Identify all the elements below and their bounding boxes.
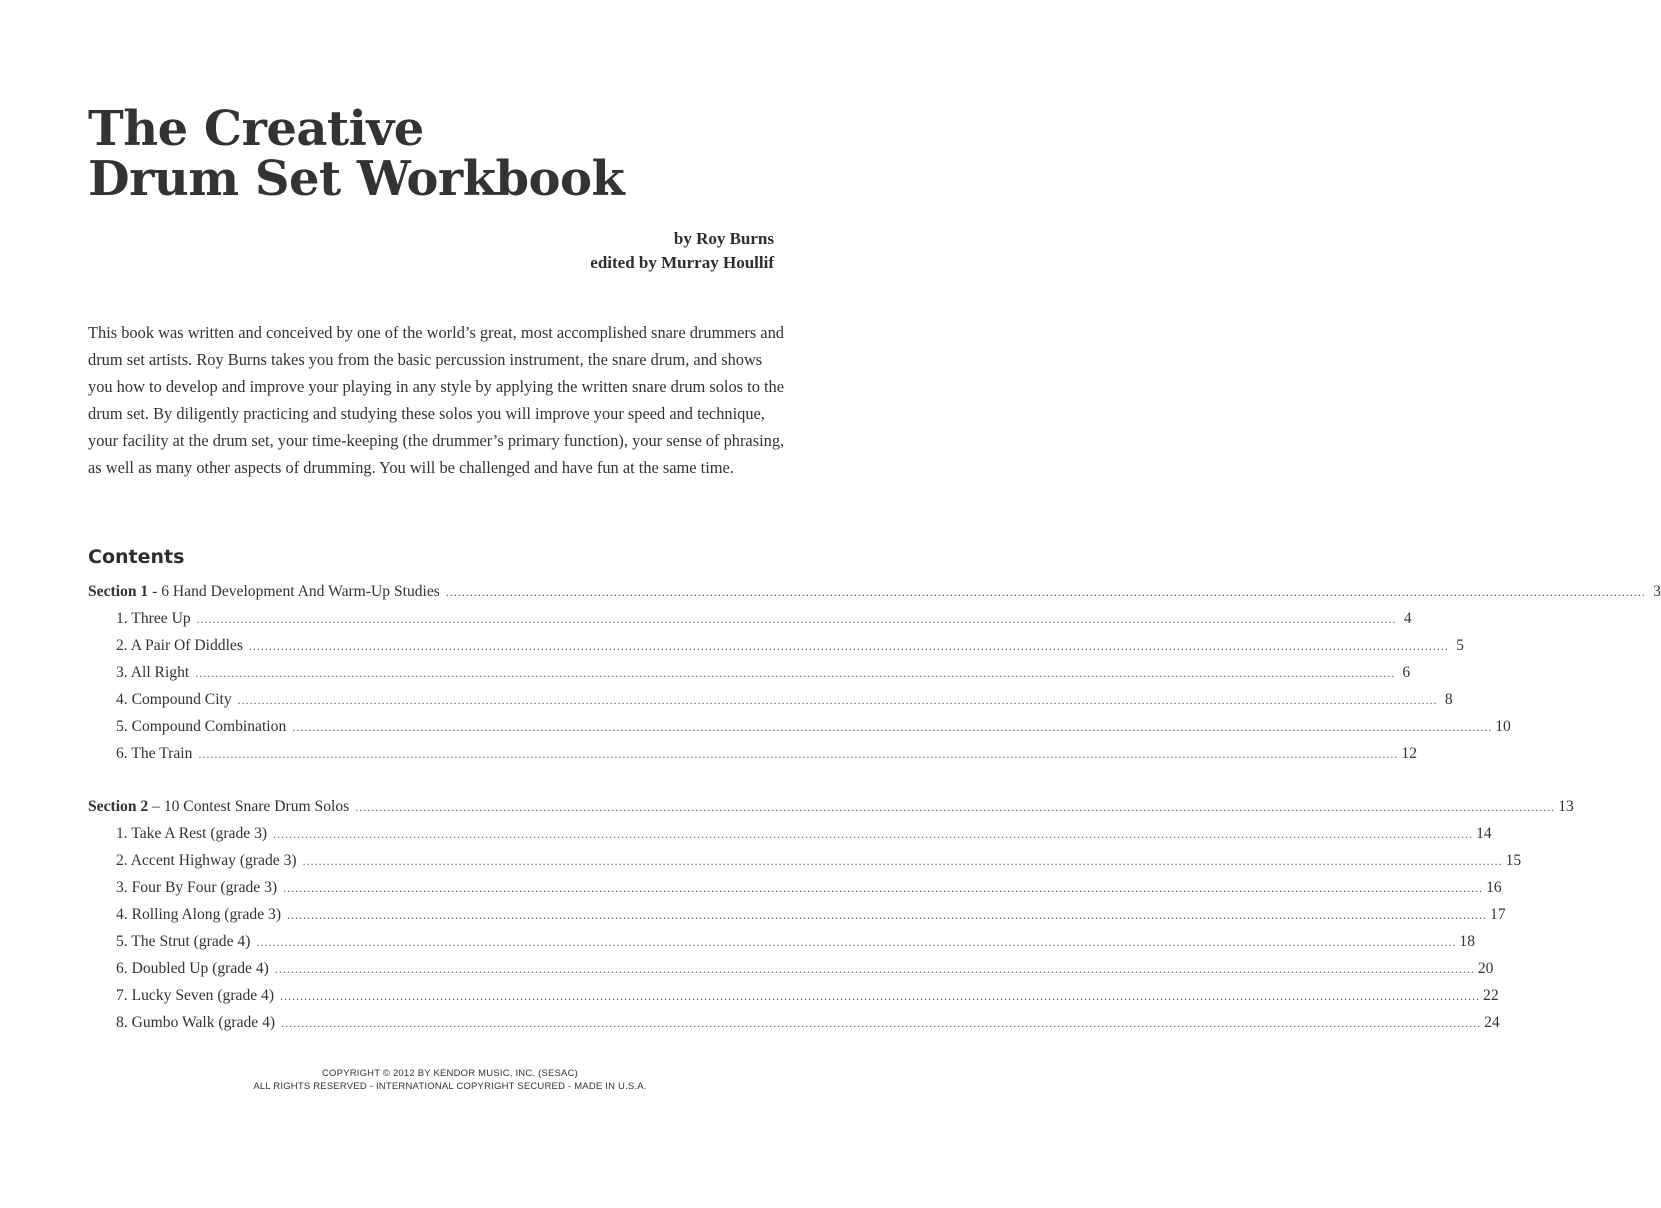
- toc-page-number: 8: [1444, 691, 1453, 708]
- editor-credit: edited by Murray Houllif: [590, 253, 774, 272]
- section-number: Section 2: [88, 798, 149, 815]
- toc-page-number: 20: [1477, 960, 1494, 977]
- toc-page-number: 12: [1401, 745, 1417, 762]
- toc-section-label: [88, 583, 440, 601]
- dot-leader: ............................................................................................................................................................................................................................................................................................................: [280, 989, 1481, 1003]
- toc-page-number: 15: [1505, 852, 1522, 869]
- dot-leader: ............................................................................................................................................................................................................................................................................................................: [237, 693, 1438, 707]
- toc-item-label: 8. Gumbo Walk (grade 4): [116, 1014, 276, 1031]
- dot-leader: ............................................................................................................................................................................................................................................................................................................: [287, 908, 1488, 922]
- toc-item[interactable]: [88, 1014, 1500, 1041]
- toc-item-label: 1. Take A Rest (grade 3): [116, 825, 268, 842]
- toc-item-label: 2. Accent Highway (grade 3): [116, 852, 297, 869]
- dot-leader: ............................................................................................................................................................................................................................................................................................................: [283, 881, 1484, 895]
- copyright-line: COPYRIGHT © 2012 BY KENDOR MUSIC, INC. (SESAC): [321, 1068, 579, 1079]
- title-line-1: The Creative: [88, 101, 424, 157]
- toc-item[interactable]: [88, 879, 1502, 906]
- toc-item[interactable]: [88, 987, 1499, 1014]
- toc-item[interactable]: [88, 745, 1417, 772]
- credits: [590, 227, 774, 275]
- rights-line: ALL RIGHTS RESERVED - INTERNATIONAL COPYRIGHT SECURED - MADE IN U.S.A.: [253, 1081, 647, 1092]
- dot-leader: ............................................................................................................................................................................................................................................................................................................: [248, 639, 1449, 653]
- toc-page-number: 13: [1558, 798, 1574, 815]
- toc-page-number: 18: [1459, 933, 1475, 950]
- section-number: Section 1: [88, 583, 149, 600]
- toc-item-label: 5. The Strut (grade 4): [116, 933, 251, 950]
- toc-item[interactable]: [88, 691, 1453, 718]
- toc-item[interactable]: [88, 610, 1412, 637]
- toc-page-number: 6: [1402, 664, 1411, 681]
- dot-leader: ............................................................................................................................................................................................................................................................................................................: [355, 800, 1556, 814]
- section-title: – 10 Contest Snare Drum Solos: [148, 798, 350, 815]
- toc-item-label: 3. All Right: [116, 664, 190, 681]
- toc-item-label: 1. Three Up: [116, 610, 191, 627]
- toc-page-number: 4: [1403, 610, 1412, 627]
- toc-item[interactable]: [88, 664, 1411, 691]
- dot-leader: ............................................................................................................................................................................................................................................................................................................: [195, 666, 1396, 680]
- toc-page-number: 17: [1490, 906, 1506, 923]
- section-title: - 6 Hand Development And Warm-Up Studies: [148, 583, 440, 600]
- toc-item-label: 5. Compound Combination: [116, 718, 287, 735]
- toc-item[interactable]: [88, 637, 1464, 664]
- dot-leader: ............................................................................................................................................................................................................................................................................................................: [196, 612, 1397, 626]
- toc-item[interactable]: [88, 960, 1494, 987]
- toc-item[interactable]: [88, 718, 1511, 745]
- title-line-2: Drum Set Workbook: [88, 151, 625, 207]
- toc-item-label: 6. Doubled Up (grade 4): [116, 960, 269, 977]
- toc-page-number: 3: [1653, 583, 1661, 600]
- contents-heading: Contents: [88, 546, 185, 568]
- toc-page-number: 5: [1456, 637, 1464, 654]
- section-spacer: [88, 772, 764, 798]
- toc-page-number: 16: [1486, 879, 1502, 896]
- toc-item-label: 4. Compound City: [116, 691, 232, 708]
- intro-paragraph: This book was written and conceived by one of the world’s great, most accomplished snare drummers and drum set artists. Roy Burns takes you from the basic percussion instrument, the snare drum, and shows you how to develop and improve your playing in any style by applying the written snare drum solos to the drum set. By diligently practicing and studying these solos you will improve your speed and technique, your facility at the drum set, your time-keeping (the drummer’s primary function), your sense of phrasing, as well as many other aspects of drumming. You will be challenged and have fun at the same time.: [88, 323, 785, 477]
- toc-page-number: 10: [1495, 718, 1511, 735]
- toc-item-label: 3. Four By Four (grade 3): [116, 879, 278, 896]
- author-credit: by Roy Burns: [673, 229, 774, 248]
- dot-leader: ............................................................................................................................................................................................................................................................................................................: [292, 720, 1493, 734]
- dot-leader: ............................................................................................................................................................................................................................................................................................................: [302, 854, 1503, 868]
- dot-leader: ............................................................................................................................................................................................................................................................................................................: [281, 1016, 1482, 1030]
- toc-item-label: 4. Rolling Along (grade 3): [116, 906, 282, 923]
- page-title: [88, 101, 625, 207]
- toc-section-2[interactable]: [88, 798, 1574, 825]
- toc-item-label: 6. The Train: [116, 745, 193, 762]
- toc-item[interactable]: [88, 906, 1506, 933]
- dot-leader: ............................................................................................................................................................................................................................................................................................................: [198, 747, 1399, 761]
- toc-page-number: 22: [1483, 987, 1499, 1004]
- dot-leader: ............................................................................................................................................................................................................................................................................................................: [274, 962, 1475, 976]
- toc-section-1[interactable]: [88, 583, 1661, 610]
- dot-leader: ............................................................................................................................................................................................................................................................................................................: [273, 827, 1474, 841]
- toc-item[interactable]: [88, 933, 1475, 960]
- dot-leader: ............................................................................................................................................................................................................................................................................................................: [256, 935, 1457, 949]
- table-of-contents: [88, 583, 1661, 1041]
- toc-item-label: 2. A Pair Of Diddles: [116, 637, 243, 654]
- toc-page-number: 24: [1484, 1014, 1500, 1031]
- toc-page-number: 14: [1476, 825, 1492, 842]
- toc-section-label: [88, 798, 349, 816]
- toc-item[interactable]: [88, 825, 1492, 852]
- toc-item-label: 7. Lucky Seven (grade 4): [116, 987, 275, 1004]
- toc-item[interactable]: [88, 852, 1522, 879]
- dot-leader: ............................................................................................................................................................................................................................................................................................................: [445, 585, 1646, 599]
- copyright-footer: [0, 1067, 900, 1093]
